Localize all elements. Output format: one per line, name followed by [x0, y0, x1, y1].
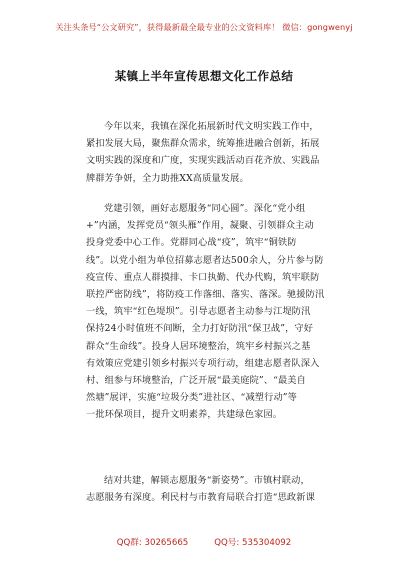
paragraph-3 [86, 472, 336, 506]
footer-qq-group: QQ群: 30265665 [116, 538, 189, 548]
document-title: 某镇上半年宣传思想文化工作总结 [114, 69, 294, 83]
paragraph-line: 一批环保项目，提升文明素养，共建绿色家园。 [86, 409, 283, 421]
paragraph-line: 村、组参与环境整治，广泛开展“最美庭院”、“最美自 [86, 375, 306, 387]
paragraph-2 [86, 200, 336, 424]
paragraph-line: 牌群芳争妍，全力助推XX高质量发展。 [86, 172, 249, 184]
paragraph-1 [86, 118, 336, 187]
paragraph-line: 今年以来，我镇在深化拓展新时代文明实践工作中， [104, 121, 319, 132]
paragraph-line: 有效策应党建引领乡村振兴专项行动，组建志愿者队深入 [86, 357, 320, 369]
paragraph-line: 群众“生命线”。投身人居环境整治，筑牢乡村振兴之基 [86, 340, 311, 352]
paragraph-line: +”内涵，发挥党员“领头雁”作用，凝聚、引领群众主动 [86, 220, 314, 232]
paragraph-line: 疫宣传、重点人群摸排、卡口执勤、代办代购，筑牢联防 [86, 271, 320, 283]
paragraph-line: 投身党委中心工作。党群同心战“疫”，筑牢“铜铁防 [86, 237, 297, 249]
paragraph-line: 然塘”展评，实施“垃圾分类”进社区、“减塑行动”等 [86, 392, 297, 404]
footer-qq-number: QQ号: 535304092 [214, 538, 292, 548]
paragraph-line: 党建引领，画好志愿服务“同心圆”。深化“党小组 [104, 203, 306, 214]
paragraph-line: 志愿服务有深度。利民村与市教育局联合打造“思政新课 [86, 492, 315, 504]
paragraph-line: 结对共建，解锁志愿服务“新姿势”。市镇村联动， [104, 475, 310, 486]
paragraph-line: 联控严密防线”，将防疫工作落细、落实、落深。驰援防汛 [86, 289, 325, 301]
paragraph-line: 一线，筑牢“红色堤坝”。引导志愿者主动参与江堤防汛 [86, 306, 311, 318]
paragraph-line: 保持24小时值班不间断，全力打好防汛“保卫战”，守好 [86, 323, 314, 335]
paragraph-line: 线”。以党小组为单位招募志愿者达500余人，分片参与防 [86, 254, 324, 266]
top-banner: 关注头条号“公文研究”，获得最新最全最专业的公文资料库！ 微信：gongwenyj [55, 22, 353, 32]
paragraph-line: 紧扣发展大局，聚焦群众需求，统筹推进融合创新，拓展 [86, 138, 320, 150]
paragraph-line: 文明实践的深度和广度，实现实践活动百花齐放、实践品 [86, 155, 320, 167]
footer-contact [0, 536, 408, 548]
